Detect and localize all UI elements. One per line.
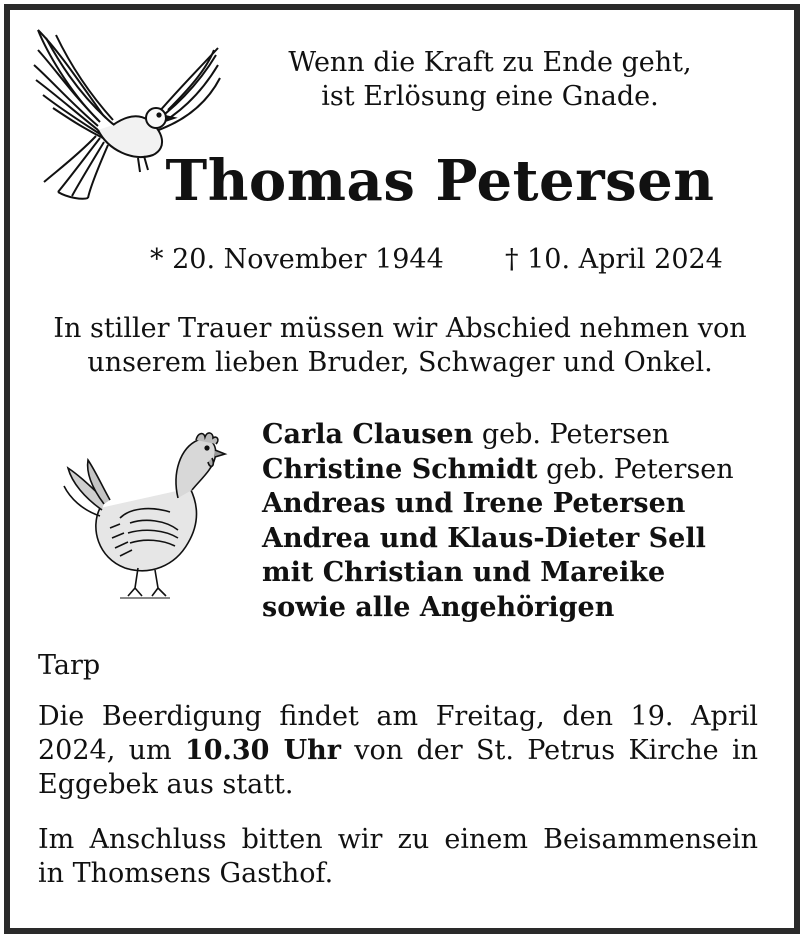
deceased-name: Thomas Petersen: [165, 148, 715, 214]
funeral-date-year: 2024, um: [38, 735, 185, 766]
funeral-line-2: [38, 734, 758, 768]
intro-line-2: unserem lieben Bruder, Schwager und Onkel.: [87, 347, 713, 378]
reception-line-2: in Thomsens Gasthof.: [38, 858, 334, 889]
reception-info: [38, 823, 758, 891]
mourner-line-6: sowie alle Angehörigen: [262, 591, 615, 623]
birth-date: * 20. November 1944: [150, 244, 444, 275]
mourners-list: [262, 418, 772, 625]
funeral-location: von der St. Petrus Kirche in: [340, 735, 758, 766]
mourner-line-3: Andreas und Irene Petersen: [262, 488, 686, 519]
funeral-line-1: Die Beerdigung findet am Freitag, den 19. April: [38, 701, 758, 732]
funeral-info: [38, 700, 758, 802]
funeral-line-3: Eggebek aus statt.: [38, 769, 294, 800]
intro-text: [30, 312, 770, 380]
death-date: † 10. April 2024: [505, 244, 723, 275]
mourner-line-5: mit Christian und Mareike: [262, 557, 666, 588]
reception-line-1: Im Anschluss bitten wir zu einem Beisammensein: [38, 824, 758, 855]
motto-line-2: ist Erlösung eine Gnade.: [321, 81, 659, 112]
funeral-time: 10.30 Uhr: [184, 735, 341, 766]
rooster-icon: [60, 428, 230, 608]
place: Tarp: [38, 650, 101, 681]
motto-line-1: Wenn die Kraft zu Ende geht,: [288, 47, 692, 78]
motto: [255, 46, 725, 114]
mourner-suffix: geb. Petersen: [473, 419, 670, 450]
mourner-name: Christine Schmidt: [262, 453, 538, 485]
mourner-suffix: geb. Petersen: [537, 453, 734, 485]
mourner-line-1: [262, 418, 772, 453]
mourner-name: Carla Clausen: [262, 419, 474, 450]
mourner-line-4: Andrea und Klaus-Dieter Sell: [262, 522, 706, 554]
intro-line-1: In stiller Trauer müssen wir Abschied nehmen von: [53, 313, 747, 344]
mourner-line-2: [262, 453, 772, 488]
